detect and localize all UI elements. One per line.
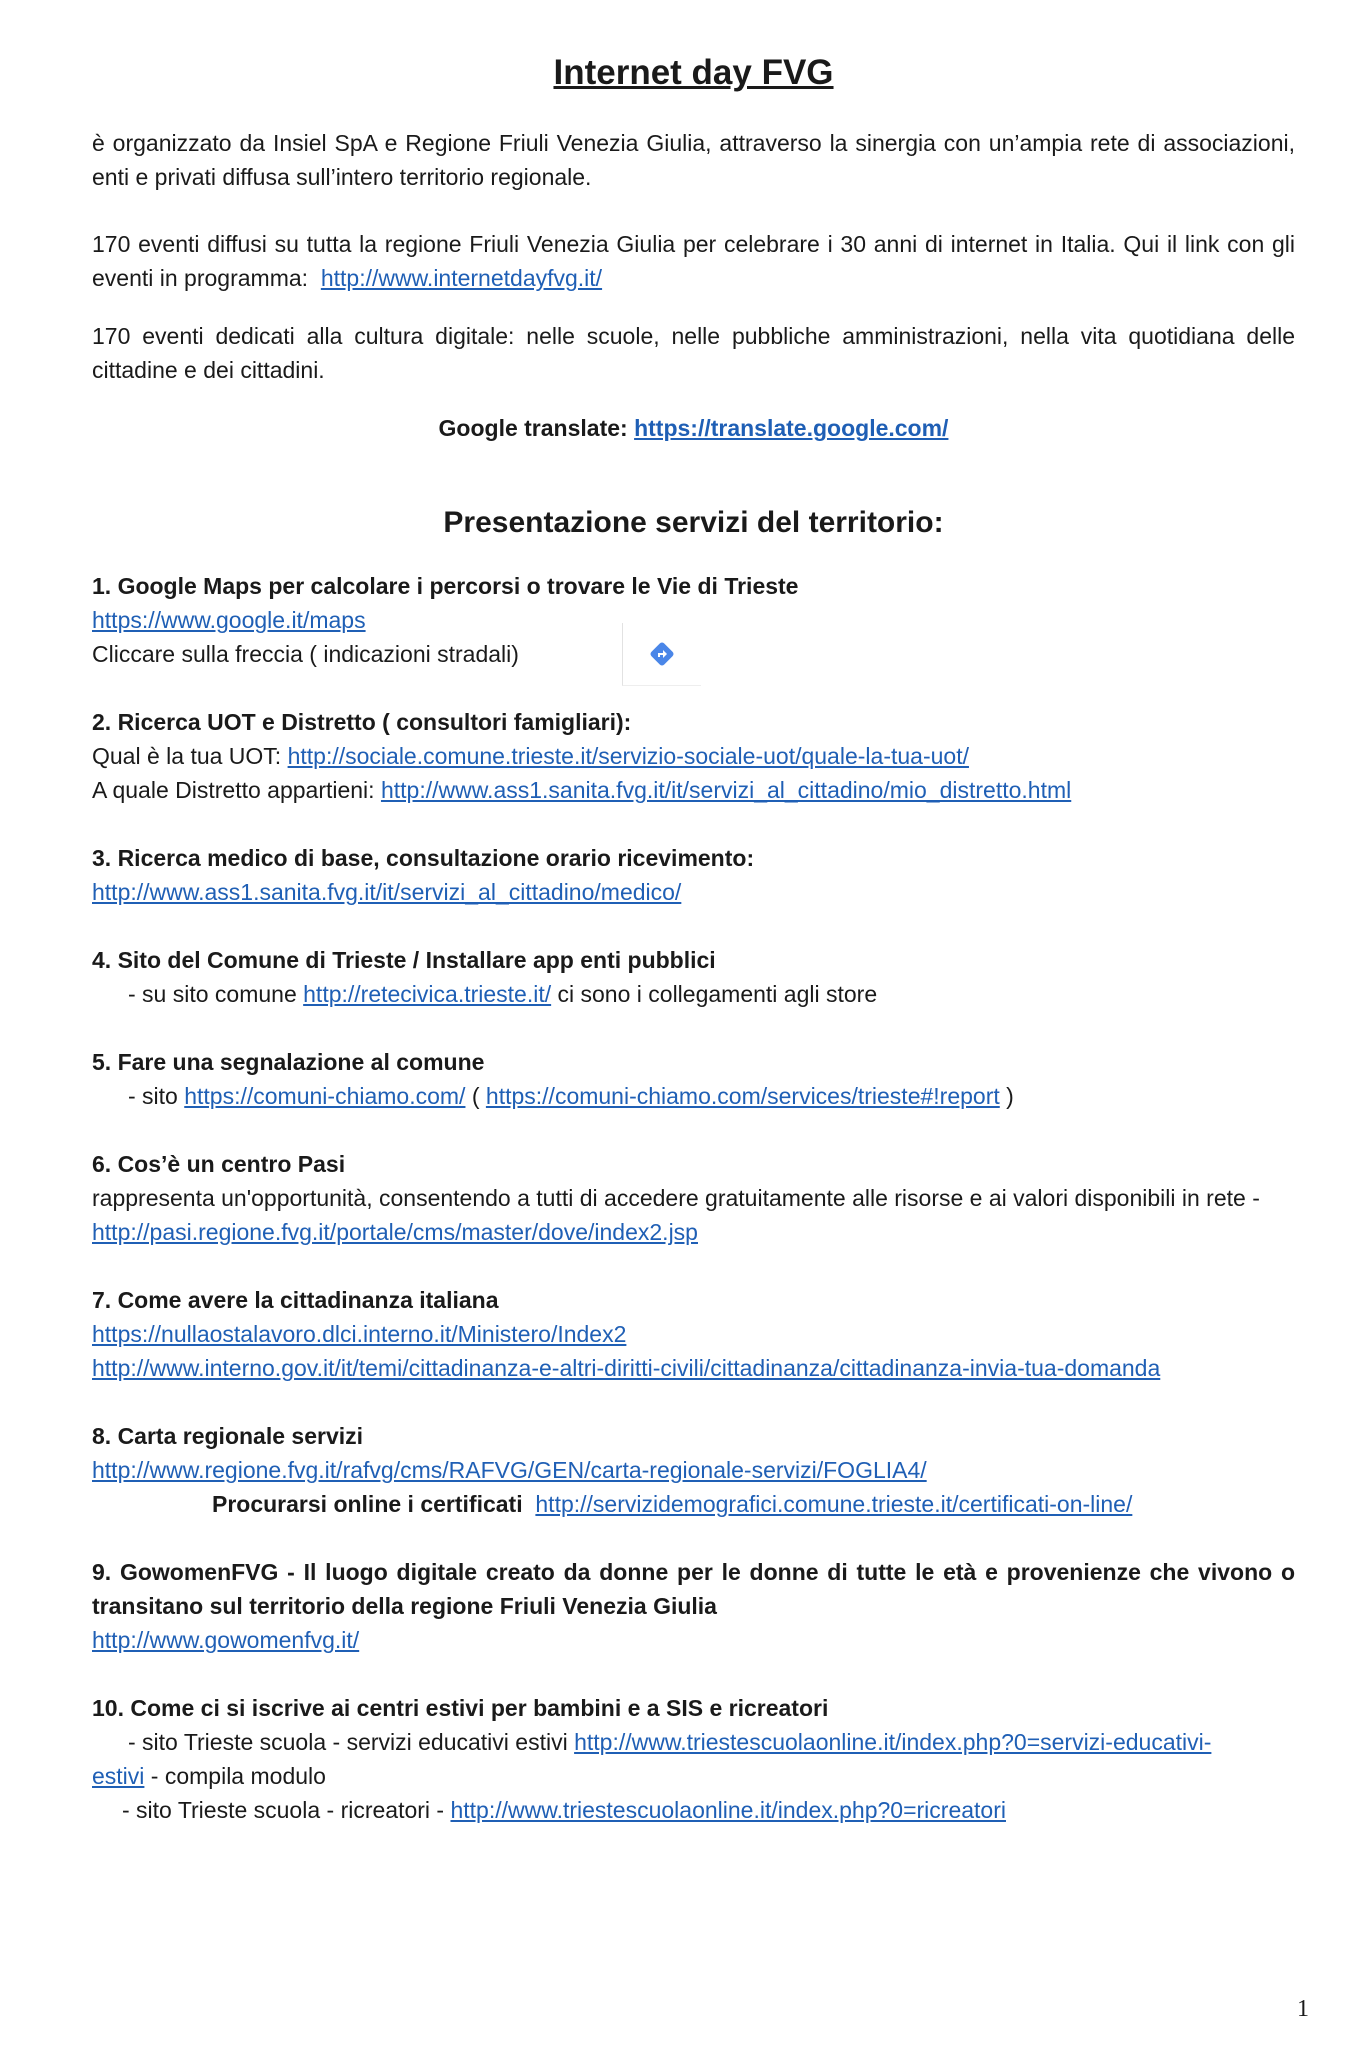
google-maps-link[interactable]: https://www.google.it/maps [92,607,366,633]
ricreatori-link[interactable]: http://www.triestescuolaonline.it/index.php?0=ricreatori [450,1797,1006,1823]
open-paren: ( [471,1083,480,1109]
nullaosta-link[interactable]: https://nullaostalavoro.dlci.interno.it/Ministero/Index2 [92,1321,627,1347]
item-text: ci sono i collegamenti agli store [557,981,878,1007]
service-item-10 [92,1691,1295,1827]
servizi-estivi-link[interactable]: http://www.triestescuolaonline.it/index.php?0=servizi-educativi-estivi [92,1729,1212,1789]
comuni-chiamo-report-link[interactable]: https://comuni-chiamo.com/services/trieste#!report [485,1083,1000,1109]
directions-arrow-icon-graphic [647,639,677,669]
item-title: 9. GowomenFVG - Il luogo digitale creato da donne per le donne di tutte le età e provenienze che vivono o transitano sul territorio della regione Friuli Venezia Giulia [92,1559,1295,1619]
certificati-label: Procurarsi online i certificati [212,1491,523,1517]
distretto-link[interactable]: http://www.ass1.sanita.fvg.it/it/servizi_al_cittadino/mio_distretto.html [380,777,1072,803]
pasi-link[interactable]: http://pasi.regione.fvg.it/portale/cms/master/dove/index2.jsp [92,1219,698,1245]
carta-servizi-link[interactable]: http://www.regione.fvg.it/rafvg/cms/RAFVG/GEN/carta-regionale-servizi/FOGLIA4/ [92,1457,927,1483]
translate-label: Google translate: [438,415,628,441]
comuni-chiamo-link[interactable]: https://comuni-chiamo.com/ [184,1083,466,1109]
translate-line [92,411,1295,445]
internetday-link[interactable]: http://www.internetdayfvg.it/ [320,265,603,291]
item-title: 2. Ricerca UOT e Distretto ( consultori famigliari): [92,709,632,735]
item-title: 4. Sito del Comune di Trieste / Installare app enti pubblici [92,947,716,973]
service-item-4 [92,943,1295,1011]
distretto-label: A quale Distretto appartieni: [92,777,375,803]
certificati-link[interactable]: http://servizidemografici.comune.trieste.it/certificati-on-line/ [535,1491,1133,1517]
translate-link[interactable]: https://translate.google.com/ [634,415,949,441]
page-title: Internet day FVG [553,53,834,92]
intro-paragraph-1: è organizzato da Insiel SpA e Regione Friuli Venezia Giulia, attraverso la sinergia con un’ampia rete di associazioni, enti e privati diffusa sull’intero territorio regionale. [92,130,1295,190]
intro-paragraph-2-text: 170 eventi diffusi su tutta la regione Friuli Venezia Giulia per celebrare i 30 anni di internet in Italia. Qui il link con gli eventi in programma: [92,231,1295,291]
service-item-3 [92,841,1295,909]
section-title: Presentazione servizi del territorio: [443,506,944,539]
item-text: rappresenta un'opportunità, consentendo a tutti di accedere gratuitamente alle risorse e ai valori disponibili in rete - [92,1185,1260,1211]
intro-paragraph-2 [92,227,1295,295]
item-title: 10. Come ci si iscrive ai centri estivi per bambini e a SIS e ricreatori [92,1695,829,1721]
service-item-1 [92,569,1295,671]
uot-link[interactable]: http://sociale.comune.trieste.it/servizio-sociale-uot/quale-la-tua-uot/ [287,743,969,769]
item-text: Cliccare sulla freccia ( indicazioni stradali) [92,641,519,667]
item-text: - sito Trieste scuola - ricreatori - [122,1797,445,1823]
service-item-9 [92,1555,1295,1657]
item-text: - su sito comune [128,981,297,1007]
document-page [92,50,1295,1861]
service-item-2 [92,705,1295,807]
item-text: - compila modulo [150,1763,326,1789]
uot-label: Qual è la tua UOT: [92,743,282,769]
item-title: 6. Cos’è un centro Pasi [92,1151,346,1177]
item-title: 3. Ricerca medico di base, consultazione orario ricevimento: [92,845,755,871]
medico-link[interactable]: http://www.ass1.sanita.fvg.it/it/servizi_al_cittadino/medico/ [92,879,682,905]
item-title: 5. Fare una segnalazione al comune [92,1049,485,1075]
service-item-6 [92,1147,1295,1249]
gowomen-link[interactable]: http://www.gowomenfvg.it/ [92,1627,360,1653]
item-title: 1. Google Maps per calcolare i percorsi o trovare le Vie di Trieste [92,573,799,599]
cittadinanza-link[interactable]: http://www.interno.gov.it/it/temi/cittadinanza-e-altri-diritti-civili/cittadinanza/cittadinanza-invia-tua-domanda [92,1355,1161,1381]
directions-arrow-icon[interactable] [622,623,701,686]
service-item-7 [92,1283,1295,1385]
service-item-5 [92,1045,1295,1113]
item-text: - sito [128,1083,178,1109]
retecivica-link[interactable]: http://retecivica.trieste.it/ [303,981,552,1007]
item-text: - sito Trieste scuola - servizi educativi estivi [128,1729,568,1755]
service-item-8 [92,1419,1295,1521]
close-paren: ) [1006,1083,1014,1109]
item-title: 7. Come avere la cittadinanza italiana [92,1287,499,1313]
item-title: 8. Carta regionale servizi [92,1423,364,1449]
page-number: 1 [1297,1996,1309,2022]
intro-paragraph-3: 170 eventi dedicati alla cultura digitale: nelle scuole, nelle pubbliche amministrazioni, nella vita quotidiana delle cittadine e dei cittadini. [92,323,1295,383]
